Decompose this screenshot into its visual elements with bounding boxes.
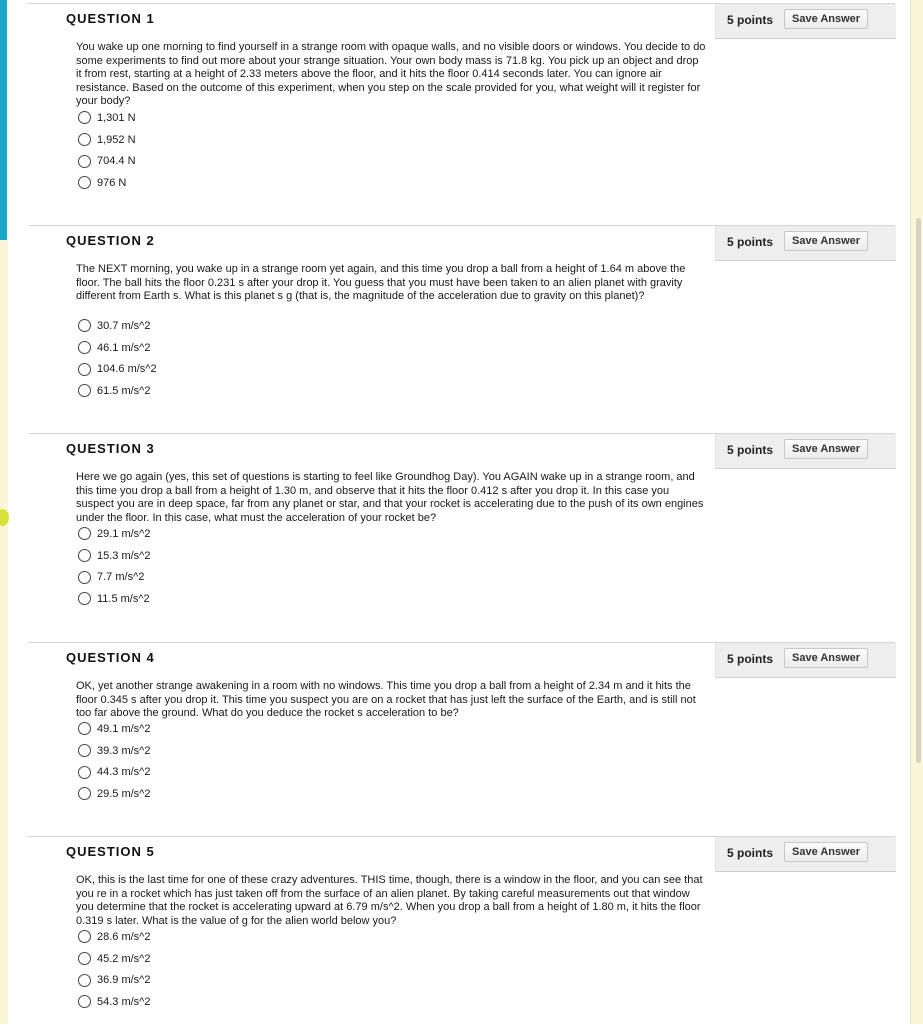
radio-button[interactable] <box>78 766 91 779</box>
answer-list <box>78 926 150 1013</box>
answer-label[interactable]: 39.3 m/s^2 <box>97 744 151 757</box>
answer-label[interactable]: 104.6 m/s^2 <box>97 363 157 376</box>
answer-label[interactable]: 1,952 N <box>97 133 136 146</box>
answer-label[interactable]: 45.2 m/s^2 <box>97 952 151 965</box>
answer-option[interactable] <box>78 926 150 948</box>
answer-label[interactable]: 49.1 m/s^2 <box>97 722 151 735</box>
points-panel <box>715 226 896 261</box>
answer-label[interactable]: 1,301 N <box>97 111 136 124</box>
save-answer-button[interactable]: Save Answer <box>784 842 868 862</box>
save-answer-button[interactable]: Save Answer <box>784 648 868 668</box>
answer-option[interactable] <box>78 761 150 783</box>
answer-option[interactable] <box>78 740 150 762</box>
question-text: OK, yet another strange awakening in a room with no windows. This time you drop a ball from a height of 2.34 m and it hits the floor 0.345 s after you drop it. This time you suspect you are on a rocket that has just left the surface of the Earth, and is still not too far above the ground. What do you deduce the rocket s acceleration to be? <box>76 680 696 720</box>
radio-button[interactable] <box>78 974 91 987</box>
answer-option[interactable] <box>78 948 150 970</box>
radio-button[interactable] <box>78 930 91 943</box>
points-label: 5 points <box>727 846 774 860</box>
answer-option[interactable] <box>78 523 150 545</box>
question-3 <box>28 433 895 640</box>
question-title: QUESTION 2 <box>66 233 155 248</box>
answer-label[interactable]: 46.1 m/s^2 <box>97 341 151 354</box>
points-label: 5 points <box>727 235 774 249</box>
answer-option[interactable] <box>78 545 150 567</box>
left-frame-rail <box>0 0 8 1024</box>
left-rail-accent <box>0 0 7 240</box>
save-answer-button[interactable]: Save Answer <box>784 439 868 459</box>
answer-label[interactable]: 54.3 m/s^2 <box>97 995 151 1008</box>
answer-label[interactable]: 28.6 m/s^2 <box>97 930 151 943</box>
question-2 <box>28 225 895 432</box>
answer-label[interactable]: 704.4 N <box>97 155 136 168</box>
scrollbar-thumb[interactable] <box>916 218 921 763</box>
answer-option[interactable] <box>78 783 150 805</box>
answer-list <box>78 718 150 805</box>
points-panel <box>715 434 896 469</box>
radio-button[interactable] <box>78 787 91 800</box>
answer-option[interactable] <box>78 991 150 1013</box>
question-title: QUESTION 3 <box>66 441 155 456</box>
radio-button[interactable] <box>78 995 91 1008</box>
answer-option[interactable] <box>78 315 157 337</box>
radio-button[interactable] <box>78 592 91 605</box>
save-answer-button[interactable]: Save Answer <box>784 231 868 251</box>
radio-button[interactable] <box>78 319 91 332</box>
answer-option[interactable] <box>78 358 157 380</box>
question-4 <box>28 642 895 835</box>
answer-label[interactable]: 29.5 m/s^2 <box>97 787 151 800</box>
answer-option[interactable] <box>78 969 150 991</box>
radio-button[interactable] <box>78 952 91 965</box>
answer-label[interactable]: 15.3 m/s^2 <box>97 549 151 562</box>
question-text: You wake up one morning to find yourself in a strange room with opaque walls, and no visible doors or windows. You decide to do some experiments to find out more about your strange situation. Your own body mass is 71.8 kg. You pick up an object and drop it from rest, starting at a height of 2.33 meters above the floor, and it hits the floor 0.414 seconds later. You can ignore air resistance. Based on the outcome of this experiment, when you step on the scale provided for you, what weight will it register for your body? <box>76 41 706 108</box>
points-panel <box>715 837 896 872</box>
answer-label[interactable]: 29.1 m/s^2 <box>97 527 151 540</box>
radio-button[interactable] <box>78 722 91 735</box>
question-text: Here we go again (yes, this set of questions is starting to feel like Groundhog Day). You AGAIN wake up in a strange room, and this time you drop a ball from a height of 1.30 m, and observe that it hits the floor 0.412 s after you drop it. In this case you suspect you are in deep space, far from any planet or star, and that your rocket is accelerating due to the push of its own engines under the floor. In this case, what must the acceleration of your rocket be? <box>76 471 704 524</box>
answer-list <box>78 315 157 402</box>
answer-option[interactable] <box>78 718 150 740</box>
points-panel <box>715 643 896 678</box>
quiz-content <box>28 0 895 1024</box>
answer-label[interactable]: 7.7 m/s^2 <box>97 571 145 584</box>
radio-button[interactable] <box>78 341 91 354</box>
points-label: 5 points <box>727 443 774 457</box>
radio-button[interactable] <box>78 155 91 168</box>
answer-option[interactable] <box>78 588 150 610</box>
answer-label[interactable]: 30.7 m/s^2 <box>97 319 151 332</box>
answer-option[interactable] <box>78 129 136 151</box>
answer-option[interactable] <box>78 566 150 588</box>
left-rail-marker <box>0 509 9 526</box>
answer-list <box>78 523 150 610</box>
radio-button[interactable] <box>78 384 91 397</box>
answer-option[interactable] <box>78 337 157 359</box>
question-text: OK, this is the last time for one of these crazy adventures. THIS time, though, there is a window in the floor, and you can see that you re in a rocket which has just taken off from the surface of an alien planet. By taking careful measurements out that window you determine that the rocket is accelerating upward at 6.79 m/s^2. When you drop a ball from a height of 1.80 m, it hits the floor 0.319 s later. What is the value of g for the alien world below you? <box>76 874 703 927</box>
radio-button[interactable] <box>78 571 91 584</box>
answer-list <box>78 107 136 194</box>
answer-label[interactable]: 44.3 m/s^2 <box>97 766 151 779</box>
answer-label[interactable]: 61.5 m/s^2 <box>97 384 151 397</box>
answer-label[interactable]: 11.5 m/s^2 <box>97 592 150 605</box>
answer-option[interactable] <box>78 150 136 172</box>
answer-option[interactable] <box>78 380 157 402</box>
radio-button[interactable] <box>78 744 91 757</box>
points-label: 5 points <box>727 652 774 666</box>
answer-option[interactable] <box>78 172 136 194</box>
radio-button[interactable] <box>78 549 91 562</box>
vertical-scrollbar[interactable] <box>910 0 923 1024</box>
points-label: 5 points <box>727 13 774 27</box>
radio-button[interactable] <box>78 133 91 146</box>
question-title: QUESTION 5 <box>66 844 155 859</box>
question-title: QUESTION 1 <box>66 11 155 26</box>
answer-label[interactable]: 976 N <box>97 176 127 189</box>
answer-option[interactable] <box>78 107 136 129</box>
answer-label[interactable]: 36.9 m/s^2 <box>97 974 151 987</box>
radio-button[interactable] <box>78 527 91 540</box>
question-text: The NEXT morning, you wake up in a strange room yet again, and this time you drop a ball from a height of 1.64 m above the floor. The ball hits the floor 0.231 s after your drop it. You guess that you must have been taken to an alien planet with gravity different from Earth s. What is this planet s g (that is, the magnitude of the acceleration due to gravity on this planet)? <box>76 263 686 303</box>
radio-button[interactable] <box>78 363 91 376</box>
question-title: QUESTION 4 <box>66 650 155 665</box>
question-5 <box>28 836 895 1025</box>
radio-button[interactable] <box>78 111 91 124</box>
save-answer-button[interactable]: Save Answer <box>784 9 868 29</box>
question-1 <box>28 3 895 224</box>
radio-button[interactable] <box>78 176 91 189</box>
points-panel <box>715 4 896 39</box>
